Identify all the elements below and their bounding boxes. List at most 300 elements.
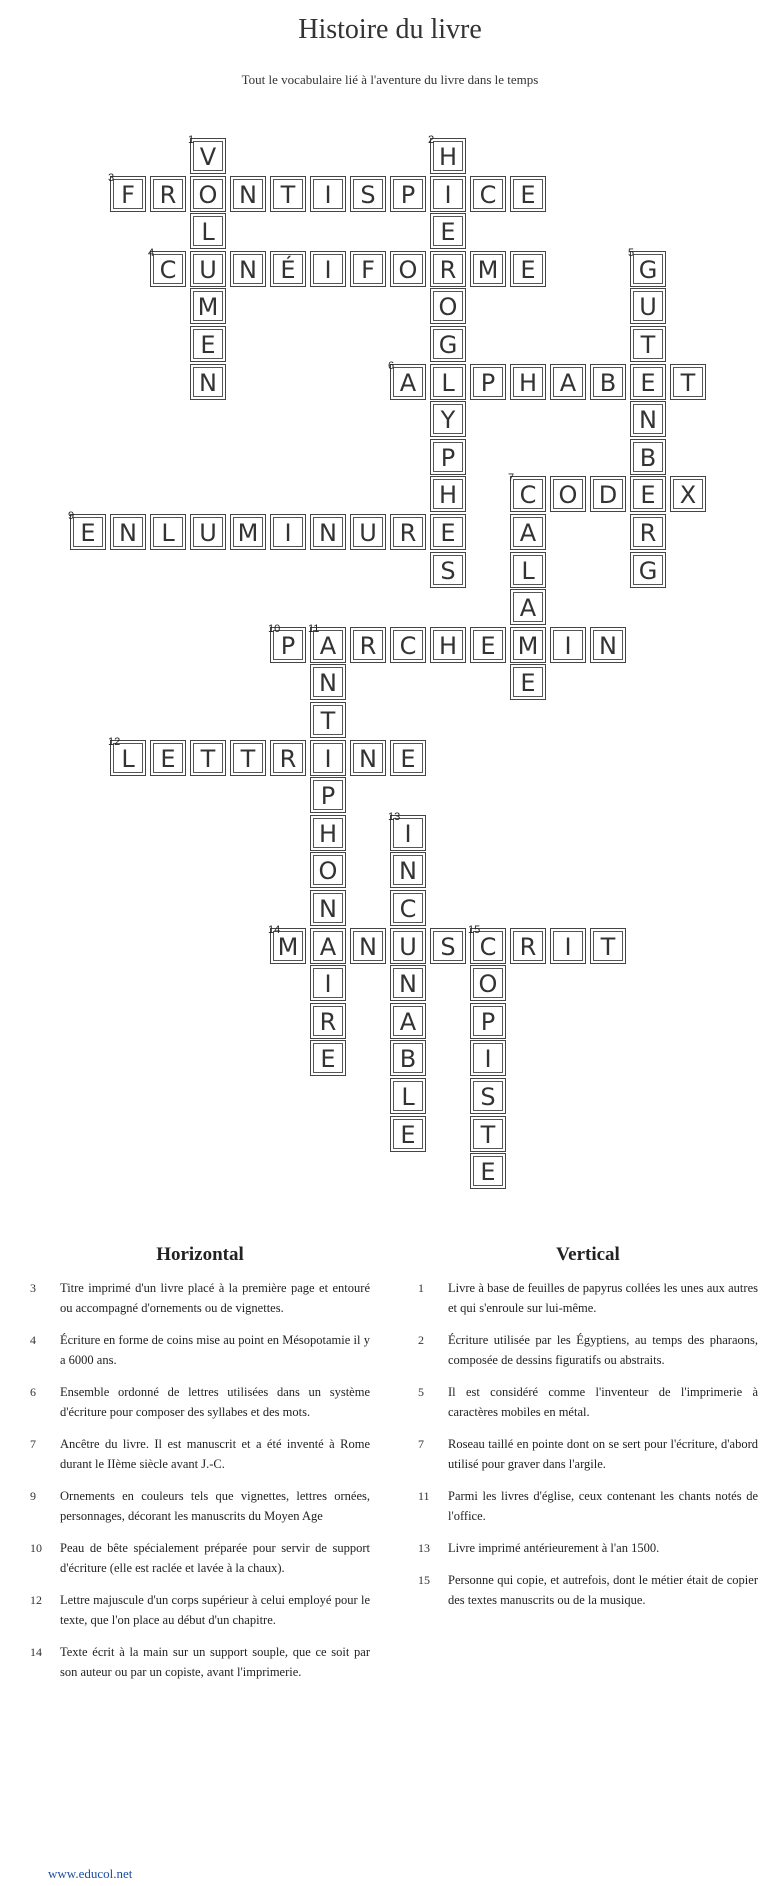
grid-cell[interactable]	[350, 251, 386, 287]
grid-cell[interactable]	[390, 514, 426, 550]
grid-cell[interactable]	[390, 740, 426, 776]
cell-letter: C	[159, 255, 177, 284]
cell-letter: T	[680, 368, 696, 397]
grid-cell[interactable]	[190, 740, 226, 776]
grid-cell[interactable]	[390, 1078, 426, 1114]
cell-letter: A	[519, 594, 537, 623]
grid-cell[interactable]	[508, 472, 546, 512]
cell-letter: A	[559, 368, 577, 397]
grid-cell[interactable]	[270, 740, 306, 776]
clue-item-number: 11	[418, 1489, 430, 1503]
grid-cell[interactable]	[390, 852, 426, 888]
cell-letter: I	[324, 255, 332, 284]
grid-cell[interactable]	[190, 251, 226, 287]
cell-letter: N	[399, 857, 417, 886]
clue-item	[30, 1382, 370, 1422]
cell-letter: T	[640, 331, 656, 359]
grid-cell[interactable]	[510, 664, 546, 700]
clue-item-number: 7	[30, 1437, 36, 1451]
footer-link[interactable]: www.educol.net	[48, 1866, 133, 1881]
clue-item-number: 2	[418, 1333, 424, 1347]
grid-cell[interactable]	[270, 251, 306, 287]
cell-letter: A	[399, 368, 417, 397]
grid-cell[interactable]	[470, 1078, 506, 1114]
cell-letter: C	[399, 895, 417, 923]
grid-cell[interactable]	[630, 401, 666, 437]
clue-number: 12	[108, 735, 121, 748]
cell-letter: S	[440, 932, 456, 961]
cell-letter: N	[639, 406, 657, 435]
cell-letter: I	[564, 631, 572, 660]
grid-cell[interactable]	[590, 364, 626, 400]
cell-letter: A	[399, 1007, 417, 1036]
cell-letter: N	[319, 519, 337, 547]
cell-letter: N	[319, 895, 337, 923]
clue-item-text: Il est considéré comme l'inventeur de l'imprimerie à caractères mobiles en métal.	[448, 1385, 758, 1419]
grid-cell[interactable]	[310, 1040, 346, 1076]
cell-letter: I	[284, 519, 292, 547]
cell-letter: R	[639, 519, 657, 547]
cell-letter: E	[400, 1120, 416, 1149]
grid-cell[interactable]	[310, 664, 346, 700]
grid-cell[interactable]	[470, 1003, 506, 1039]
clue-item	[30, 1642, 370, 1682]
clue-item-text: Écriture en forme de coins mise au point en Mésopotamie il y a 6000 ans.	[60, 1333, 370, 1367]
clue-item	[30, 1278, 370, 1318]
grid-cell[interactable]	[470, 627, 506, 663]
clue-item-number: 6	[30, 1385, 36, 1399]
cell-letter: I	[324, 180, 332, 209]
clue-item	[418, 1330, 758, 1370]
grid-cell[interactable]	[510, 364, 546, 400]
clue-item-text: Titre imprimé d'un livre placé à la première page et entouré ou accompagné d'ornements ou de vignettes.	[60, 1281, 370, 1315]
cell-letter: R	[439, 255, 457, 284]
cell-letter: T	[320, 707, 336, 735]
grid-cell[interactable]	[230, 251, 266, 287]
clue-item-text: Livre imprimé antérieurement à l'an 1500.	[448, 1541, 660, 1555]
clue-item-text: Ornements en couleurs tels que vignettes, lettres ornées, personnages, décorant les manuscrits du Moyen Age	[60, 1489, 370, 1523]
clue-item	[418, 1538, 758, 1558]
clue-item	[418, 1382, 758, 1422]
cell-letter: S	[480, 1083, 496, 1111]
horizontal-clues	[30, 1244, 370, 1694]
clue-item-text: Personne qui copie, et autrefois, dont le métier était de copier des textes manuscrits ou de la musique.	[448, 1573, 758, 1607]
clue-item-text: Ancêtre du livre. Il est manuscrit et a été inventé à Rome durant le IIème siècle avant J.-C.	[60, 1437, 370, 1471]
grid-cell[interactable]	[148, 246, 186, 287]
clue-number: 4	[148, 246, 155, 259]
grid-cell[interactable]	[390, 251, 426, 287]
grid-cell[interactable]	[590, 928, 626, 964]
clue-item-number: 3	[30, 1281, 36, 1295]
clue-item-text: Ensemble ordonné de lettres utilisées dans un système d'écriture pour composer des syllabes et des mots.	[60, 1385, 370, 1419]
grid-cell[interactable]	[190, 288, 226, 324]
grid-cell[interactable]	[270, 176, 306, 212]
grid-cell[interactable]	[310, 1003, 346, 1039]
clue-item	[418, 1434, 758, 1474]
cell-letter: E	[520, 255, 536, 284]
grid-cell[interactable]	[630, 439, 666, 475]
grid-cell[interactable]	[470, 1153, 506, 1189]
clue-item-number: 7	[418, 1437, 424, 1451]
cell-letter: N	[199, 368, 217, 397]
grid-cell[interactable]	[430, 552, 466, 588]
clue-number: 5	[628, 246, 635, 259]
grid-cell[interactable]	[108, 171, 146, 212]
cell-letter: M	[517, 631, 539, 660]
grid-cell[interactable]	[390, 928, 426, 964]
cell-letter: H	[318, 819, 338, 848]
grid-cell[interactable]	[190, 514, 226, 550]
clue-item	[418, 1486, 758, 1526]
grid-cell[interactable]	[510, 928, 546, 964]
cell-letter: R	[279, 744, 297, 773]
cell-letter: C	[399, 631, 417, 660]
grid-cell[interactable]	[470, 1116, 506, 1152]
grid-cell[interactable]	[150, 514, 186, 550]
grid-cell[interactable]	[188, 134, 226, 174]
clue-number: 15	[468, 923, 481, 936]
grid-cell[interactable]	[630, 364, 666, 400]
grid-cell[interactable]	[590, 476, 626, 512]
cell-letter: M	[277, 932, 299, 961]
clue-number: 11	[308, 622, 320, 635]
clue-number: 14	[268, 923, 281, 936]
vertical-heading: Vertical	[556, 1244, 620, 1265]
cell-letter: C	[479, 180, 497, 209]
cell-letter: B	[639, 443, 657, 472]
cell-letter: B	[399, 1045, 417, 1074]
cell-letter: E	[200, 331, 216, 359]
cell-letter: F	[121, 180, 135, 209]
cell-letter: R	[399, 519, 417, 547]
cell-letter: N	[319, 669, 337, 698]
grid-cell[interactable]	[390, 627, 426, 663]
cell-letter: A	[519, 519, 537, 547]
grid-cell[interactable]	[190, 326, 226, 362]
grid-cell[interactable]	[350, 928, 386, 964]
cell-letter: P	[280, 631, 296, 660]
cell-letter: B	[599, 368, 617, 397]
grid-cell[interactable]	[470, 364, 506, 400]
clue-item-number: 14	[30, 1645, 42, 1659]
grid-cell[interactable]	[670, 364, 706, 400]
grid-cell[interactable]	[350, 627, 386, 663]
grid-cell[interactable]	[388, 359, 426, 400]
grid-cell[interactable]	[430, 364, 466, 400]
cell-letter: E	[640, 481, 656, 510]
cell-letter: P	[320, 782, 336, 811]
clue-item	[30, 1590, 370, 1630]
grid-cell[interactable]	[350, 740, 386, 776]
grid-cell[interactable]	[68, 510, 106, 550]
cell-letter: U	[199, 519, 217, 547]
cell-letter: E	[520, 669, 536, 698]
clue-item-number: 13	[418, 1541, 430, 1555]
grid-cell[interactable]	[388, 810, 426, 851]
clue-number: 2	[428, 134, 435, 146]
grid-cell[interactable]	[270, 514, 306, 550]
grid-cell[interactable]	[150, 176, 186, 212]
cell-letter: L	[121, 744, 135, 773]
cell-letter: U	[399, 932, 417, 961]
cell-letter: R	[519, 932, 537, 961]
grid-cell[interactable]	[190, 364, 226, 400]
grid-cell[interactable]	[268, 923, 306, 964]
grid-cell[interactable]	[470, 176, 506, 212]
grid-cell[interactable]	[470, 251, 506, 287]
cell-letter: I	[404, 819, 412, 848]
cell-letter: R	[319, 1007, 337, 1036]
grid-cell[interactable]	[510, 552, 546, 588]
grid-cell[interactable]	[390, 965, 426, 1001]
cell-letter: P	[480, 368, 496, 397]
grid-cell[interactable]	[430, 213, 466, 249]
cell-letter: M	[237, 519, 259, 547]
cell-letter: O	[398, 255, 418, 284]
clue-item-number: 1	[418, 1281, 424, 1295]
clue-item	[30, 1330, 370, 1370]
grid-cell[interactable]	[510, 514, 546, 550]
clue-number: 9	[68, 510, 75, 522]
grid-cell[interactable]	[550, 627, 586, 663]
grid-cell[interactable]	[430, 514, 466, 550]
grid-cell[interactable]	[308, 622, 346, 663]
clue-item	[30, 1434, 370, 1474]
cell-letter: E	[480, 1158, 496, 1187]
grid-cell[interactable]	[550, 928, 586, 964]
clue-item-number: 9	[30, 1489, 36, 1503]
clue-item	[418, 1278, 758, 1318]
cell-letter: R	[359, 631, 377, 660]
clue-item-number: 12	[30, 1593, 42, 1607]
cell-letter: H	[438, 143, 458, 171]
clue-item-text: Peau de bête spécialement préparée pour servir de support d'écriture (elle est raclée et lavée à la chaux).	[60, 1541, 370, 1575]
cell-letter: E	[320, 1045, 336, 1074]
grid-cell[interactable]	[430, 326, 466, 362]
cell-letter: L	[201, 218, 215, 247]
grid-cell[interactable]	[630, 326, 666, 362]
cell-letter: N	[239, 180, 257, 209]
cell-letter: A	[319, 932, 337, 961]
clue-item-number: 10	[30, 1541, 42, 1555]
cell-letter: X	[679, 481, 697, 510]
grid-cell[interactable]	[590, 627, 626, 663]
grid-cell[interactable]	[428, 134, 466, 174]
cell-letter: P	[480, 1007, 496, 1036]
cell-letter: D	[598, 481, 618, 510]
cell-letter: E	[640, 368, 656, 397]
cell-letter: M	[197, 293, 219, 322]
grid-cell[interactable]	[430, 439, 466, 475]
cell-letter: N	[359, 744, 377, 773]
cell-letter: F	[361, 255, 375, 284]
clue-number: 6	[388, 359, 395, 372]
clue-item-text: Livre à base de feuilles de papyrus collées les unes aux autres et qui s'enroule sur lui-même.	[448, 1281, 758, 1315]
cell-letter: P	[400, 180, 416, 209]
cell-letter: A	[319, 631, 337, 660]
grid-cell[interactable]	[510, 627, 546, 663]
page-subtitle: Tout le vocabulaire lié à l'aventure du livre dans le temps	[241, 72, 539, 87]
cell-letter: C	[479, 932, 497, 961]
cell-letter: T	[480, 1120, 496, 1149]
horizontal-heading: Horizontal	[156, 1244, 244, 1265]
cell-letter: I	[324, 744, 332, 773]
grid-cell[interactable]	[430, 176, 466, 212]
cell-letter: I	[324, 970, 332, 999]
page-title: Histoire du livre	[298, 14, 482, 45]
cell-letter: H	[438, 631, 458, 660]
grid-cell[interactable]	[350, 514, 386, 550]
clue-item	[30, 1538, 370, 1578]
clue-item-number: 4	[30, 1333, 36, 1347]
clue-number: 10	[268, 622, 281, 635]
grid-cell[interactable]	[108, 735, 146, 776]
grid-cell[interactable]	[310, 928, 346, 964]
cell-letter: I	[484, 1045, 492, 1074]
cell-letter: U	[359, 519, 377, 547]
grid-cell[interactable]	[268, 622, 306, 663]
grid-cell[interactable]	[550, 364, 586, 400]
cell-letter: N	[119, 519, 137, 547]
grid-cell[interactable]	[350, 176, 386, 212]
grid-cell[interactable]	[310, 777, 346, 813]
grid-cell[interactable]	[468, 923, 506, 964]
cell-letter: E	[160, 744, 176, 773]
grid-cell[interactable]	[150, 740, 186, 776]
grid-cell[interactable]	[190, 176, 226, 212]
cell-letter: G	[438, 331, 458, 359]
cell-letter: O	[558, 481, 578, 510]
cell-letter: P	[440, 443, 456, 472]
cell-letter: L	[161, 519, 175, 547]
grid-cell[interactable]	[310, 965, 346, 1001]
cell-letter: E	[400, 744, 416, 773]
clue-item	[418, 1570, 758, 1610]
grid-cell[interactable]	[430, 476, 466, 512]
grid-cell[interactable]	[390, 1040, 426, 1076]
cell-letter: S	[360, 180, 376, 209]
grid-cell[interactable]	[430, 288, 466, 324]
clue-item-text: Roseau taillé en pointe dont on se sert pour l'écriture, d'abord utilisé pour graver dans l'argile.	[448, 1437, 758, 1471]
grid-cell[interactable]	[390, 1003, 426, 1039]
grid-cell[interactable]	[630, 552, 666, 588]
grid-cell[interactable]	[430, 928, 466, 964]
cell-letter: O	[318, 857, 338, 886]
cell-letter: N	[599, 631, 617, 660]
clue-item-number: 15	[418, 1573, 430, 1587]
cell-letter: N	[239, 255, 257, 284]
cell-letter: T	[600, 932, 616, 961]
grid-cell[interactable]	[510, 251, 546, 287]
grid-cell[interactable]	[430, 401, 466, 437]
cell-letter: T	[280, 180, 296, 209]
vertical-clues	[418, 1244, 758, 1622]
cell-letter: O	[438, 293, 458, 322]
clue-item-number: 5	[418, 1385, 424, 1399]
clue-number: 7	[508, 472, 515, 485]
grid-cell[interactable]	[628, 246, 666, 287]
grid-cell[interactable]	[430, 251, 466, 287]
cell-letter: V	[199, 143, 217, 171]
grid-cell[interactable]	[630, 514, 666, 550]
grid-cell[interactable]	[310, 740, 346, 776]
cell-letter: M	[477, 255, 499, 284]
clue-item-text: Parmi les livres d'église, ceux contenant les chants notés de l'office.	[448, 1489, 758, 1523]
cell-letter: N	[359, 932, 377, 961]
cell-letter: I	[564, 932, 572, 961]
grid-cell[interactable]	[390, 890, 426, 926]
grid-cell[interactable]	[310, 890, 346, 926]
grid-cell[interactable]	[430, 627, 466, 663]
grid-cell[interactable]	[230, 176, 266, 212]
cell-letter: E	[520, 180, 536, 209]
grid-cell[interactable]	[470, 1040, 506, 1076]
cell-letter: H	[438, 481, 458, 510]
clue-number: 13	[388, 810, 401, 823]
cell-letter: L	[401, 1083, 415, 1111]
clue-item-text: Texte écrit à la main sur un support souple, que ce soit par son auteur ou par un copiste, avant l'imprimerie.	[60, 1645, 370, 1679]
grid-cell[interactable]	[670, 476, 706, 512]
cell-letter: S	[440, 556, 456, 585]
cell-letter: E	[440, 519, 456, 547]
cell-letter: L	[441, 368, 455, 397]
cell-letter: G	[638, 556, 658, 585]
grid-cell[interactable]	[470, 965, 506, 1001]
cell-letter: T	[240, 744, 256, 773]
grid-cell[interactable]	[390, 1116, 426, 1152]
grid-cell[interactable]	[310, 514, 346, 550]
grid-cell[interactable]	[390, 176, 426, 212]
cell-letter: N	[399, 970, 417, 999]
clue-item	[30, 1486, 370, 1526]
cell-letter: U	[199, 255, 217, 284]
grid-cell[interactable]	[550, 476, 586, 512]
grid-cell[interactable]	[510, 589, 546, 625]
grid-cell[interactable]	[310, 702, 346, 738]
cell-letter: U	[639, 293, 657, 322]
cell-letter: H	[518, 368, 538, 397]
cell-letter: E	[480, 631, 496, 660]
clue-item-text: Écriture utilisée par les Égyptiens, au temps des pharaons, composée de dessins figuratifs ou abstraits.	[448, 1333, 758, 1367]
cell-letter: L	[521, 556, 535, 585]
grid-cell[interactable]	[310, 852, 346, 888]
clue-number: 1	[188, 134, 195, 146]
grid-cell[interactable]	[630, 288, 666, 324]
grid-cell[interactable]	[110, 514, 146, 550]
cell-letter: O	[478, 970, 498, 999]
grid-cell[interactable]	[230, 740, 266, 776]
grid-cell[interactable]	[310, 815, 346, 851]
cell-letter: E	[440, 218, 456, 247]
cell-letter: G	[638, 255, 658, 284]
cell-letter: E	[80, 519, 96, 547]
clue-item-text: Lettre majuscule d'un corps supérieur à celui employé pour le texte, que l'on place au début d'un chapitre.	[60, 1593, 370, 1627]
cell-letter: I	[444, 180, 452, 209]
grid-cell[interactable]	[230, 514, 266, 550]
clue-number: 3	[108, 171, 115, 184]
grid-cell[interactable]	[510, 176, 546, 212]
cell-letter: É	[280, 255, 296, 284]
cell-letter: O	[198, 180, 218, 209]
grid-cell[interactable]	[630, 476, 666, 512]
grid-cell[interactable]	[190, 213, 226, 249]
grid-cell[interactable]	[310, 176, 346, 212]
cell-letter: T	[200, 744, 216, 773]
grid-cell[interactable]	[310, 251, 346, 287]
cell-letter: C	[519, 481, 537, 510]
cell-letter: R	[159, 180, 177, 209]
cell-letter: Y	[440, 406, 456, 435]
